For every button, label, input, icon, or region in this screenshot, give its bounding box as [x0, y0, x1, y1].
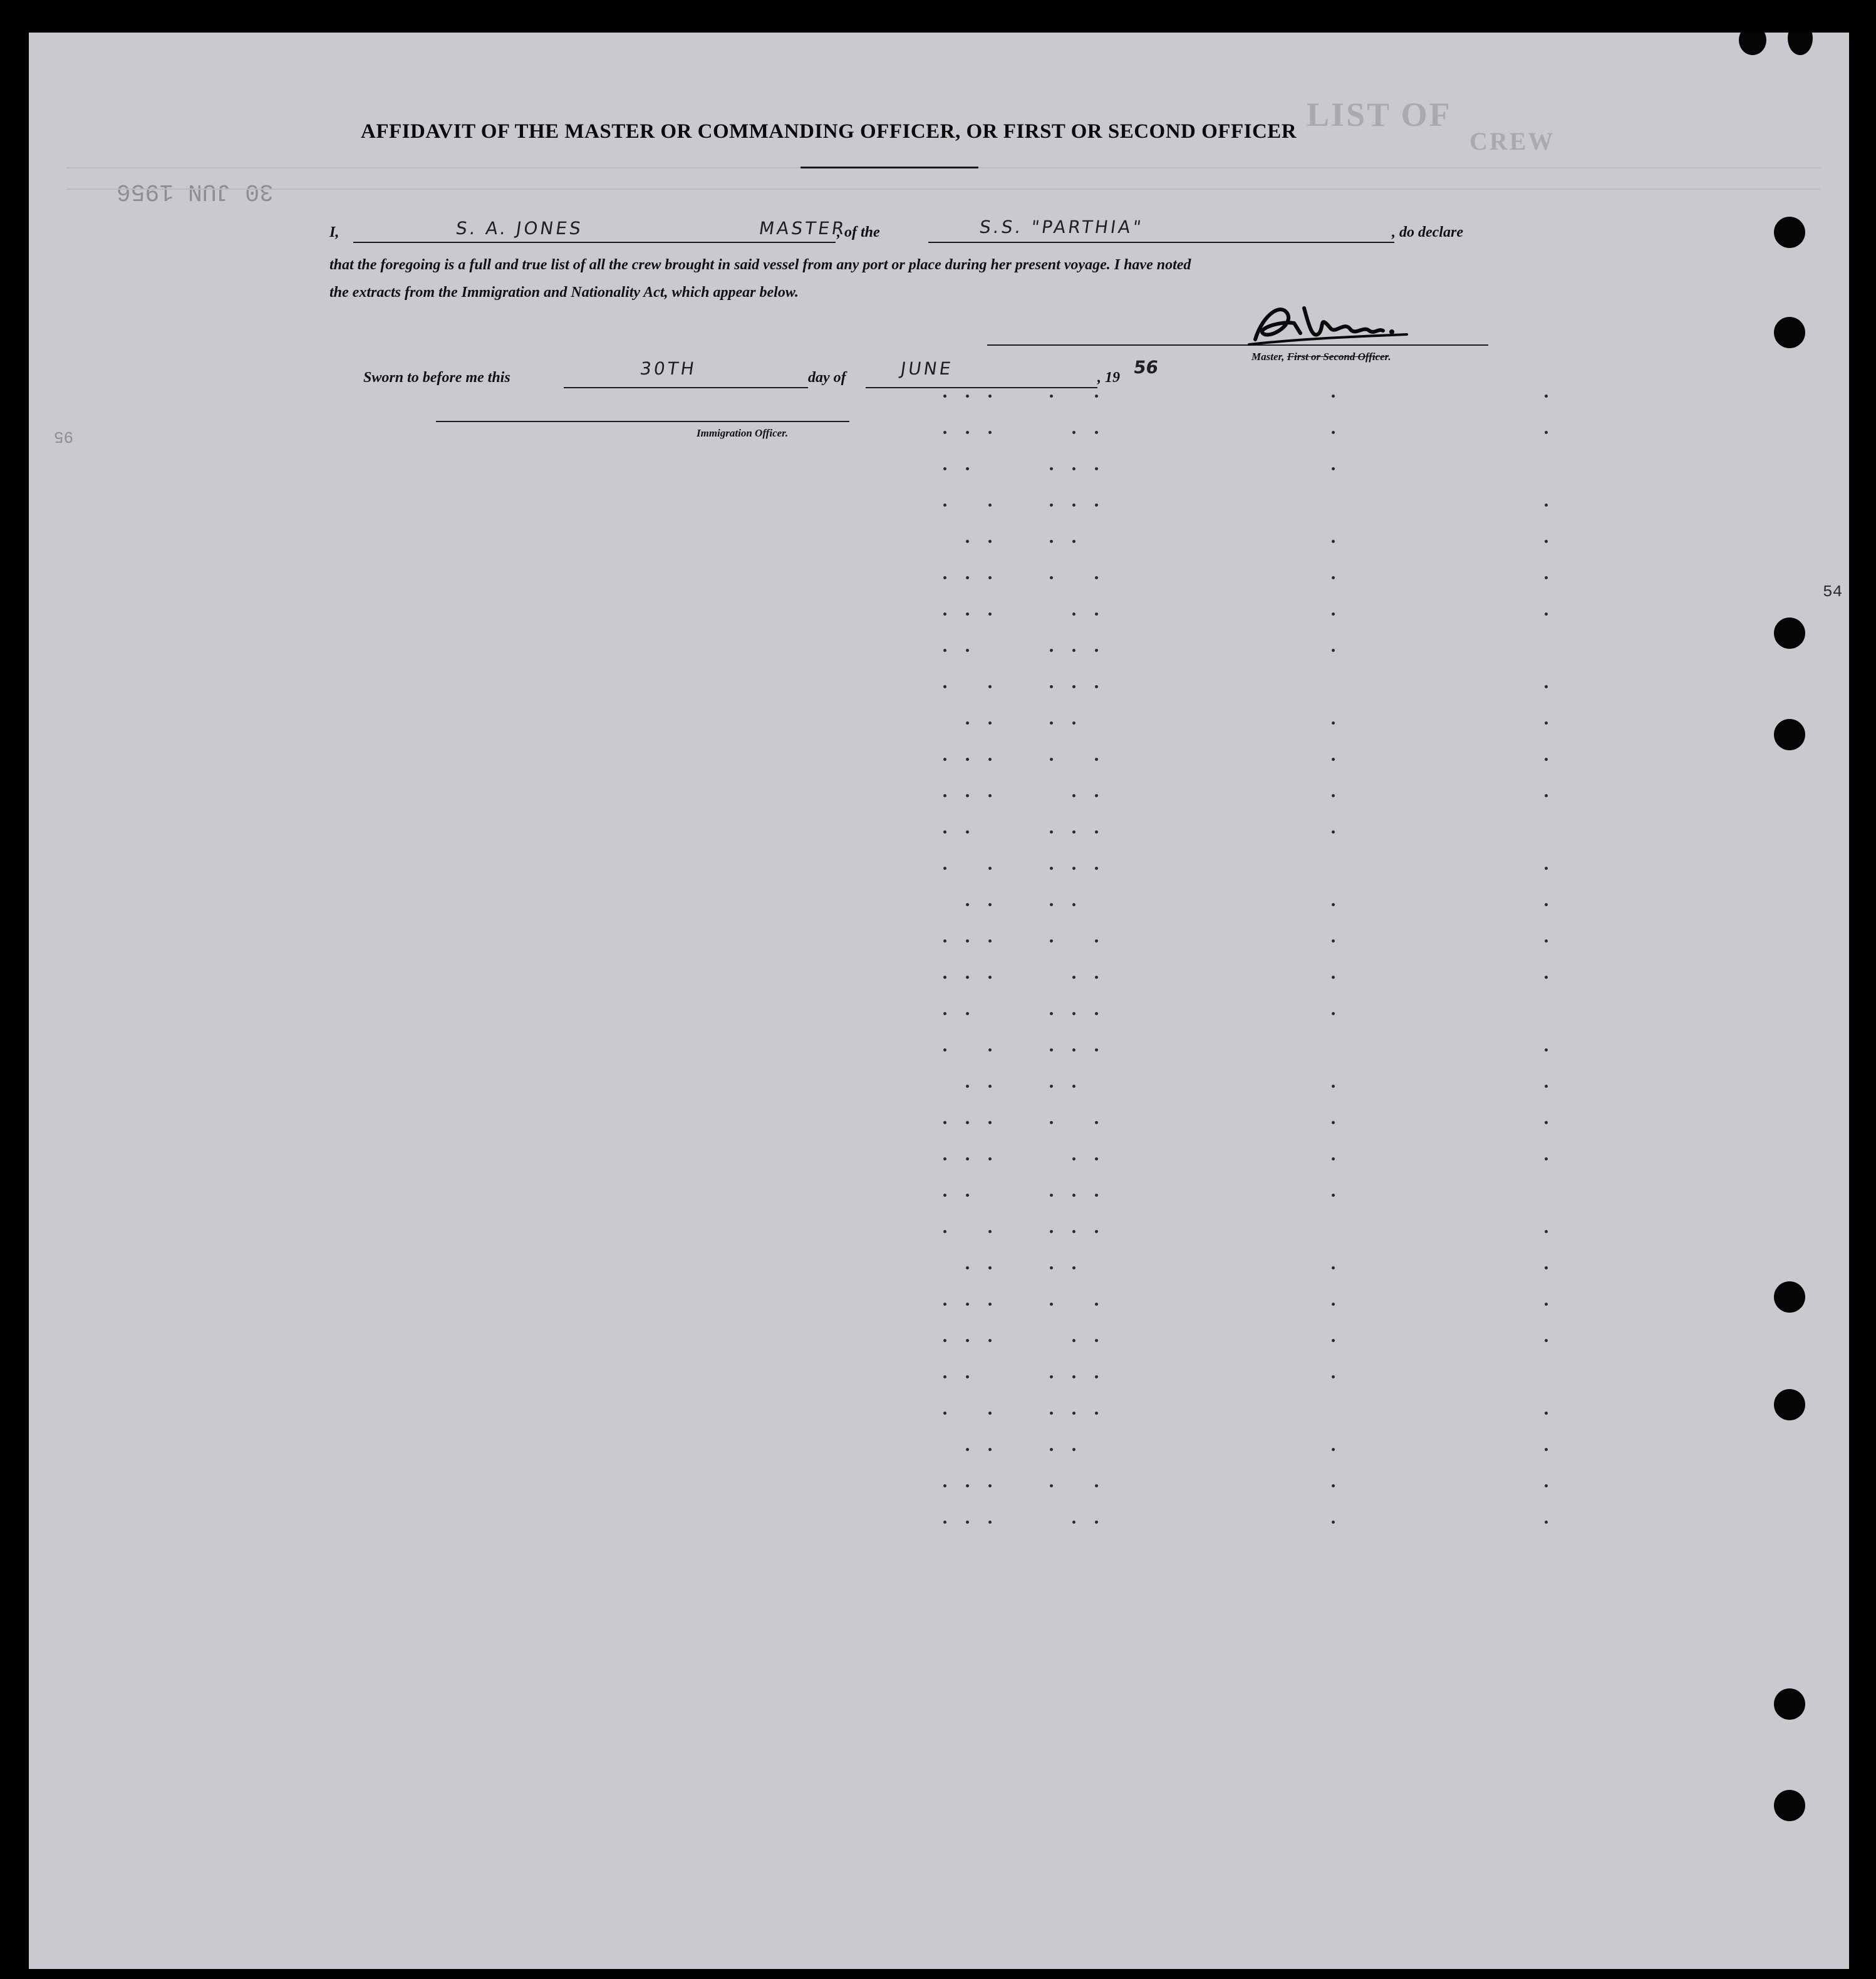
bleed-through-row — [29, 649, 1849, 661]
bleed-through-dot — [966, 1521, 969, 1524]
bleed-through-dot — [966, 1266, 969, 1269]
bleed-through-dot — [1095, 1303, 1098, 1306]
bleed-through-dot — [988, 1121, 992, 1124]
bleed-through-dot — [1072, 1194, 1075, 1197]
bleed-through-dot — [1050, 649, 1053, 652]
sworn-day-fill-line — [564, 387, 808, 388]
bleed-through-dot — [1332, 903, 1335, 906]
bleed-through-dot — [1072, 1412, 1075, 1415]
bleed-through-date-stamp: 30 JUN 1956 — [117, 178, 274, 205]
bleed-through-dot — [1332, 1157, 1335, 1160]
year-prefix: , 19 — [1097, 369, 1120, 386]
bleed-through-dot — [943, 612, 946, 616]
document-page — [29, 33, 1849, 1969]
bleed-through-dot — [1545, 1521, 1548, 1524]
bleed-through-dot — [1332, 1484, 1335, 1487]
bleed-through-row — [29, 504, 1849, 516]
bleed-through-dot — [966, 576, 969, 579]
bleed-through-row — [29, 1303, 1849, 1315]
bleed-through-dot — [966, 939, 969, 943]
bleed-through-dot — [1332, 721, 1335, 725]
bleed-through-dot — [966, 1121, 969, 1124]
bleed-through-dot — [966, 612, 969, 616]
bleed-through-dot — [943, 939, 946, 943]
bleed-through-dot — [943, 1412, 946, 1415]
vessel-name: S.S. "PARTHIA" — [978, 217, 1145, 237]
bleed-through-dot — [943, 976, 946, 979]
bleed-through-dot — [1332, 1085, 1335, 1088]
bleed-through-dot — [1072, 504, 1075, 507]
punch-hole-icon — [1774, 1389, 1805, 1420]
bleed-through-dot — [943, 867, 946, 870]
bleed-through-dot — [943, 1484, 946, 1487]
bleed-through-dot — [1545, 576, 1548, 579]
bleed-through-dot — [1050, 758, 1053, 761]
bleed-through-dot — [988, 685, 992, 688]
bleed-through-dot — [1050, 721, 1053, 725]
bleed-through-dot — [988, 1339, 992, 1342]
bleed-through-dot — [1072, 540, 1075, 543]
sworn-prefix: Sworn to before me this — [363, 369, 510, 386]
bleed-through-dot — [1050, 867, 1053, 870]
punch-hole-icon — [1774, 1281, 1805, 1313]
bleed-through-dot — [1095, 939, 1098, 943]
bleed-through-dot — [988, 1448, 992, 1451]
bleed-through-dot — [1332, 1448, 1335, 1451]
bleed-through-dot — [1095, 758, 1098, 761]
bleed-through-dot — [1095, 1521, 1098, 1524]
bleed-through-dot — [943, 1194, 946, 1197]
bleed-through-dot — [1072, 794, 1075, 797]
bleed-through-dot — [988, 939, 992, 943]
bleed-through-dot — [1095, 576, 1098, 579]
bleed-through-dot — [1545, 1157, 1548, 1160]
officer-signature-line — [436, 421, 849, 422]
bleed-through-row — [29, 903, 1849, 916]
bleed-through-dot — [1072, 1266, 1075, 1269]
bleed-through-dot — [943, 1121, 946, 1124]
bleed-through-dot — [1545, 1121, 1548, 1124]
declarant-name: S. A. JONES — [454, 218, 585, 239]
bleed-through-dot — [1072, 1448, 1075, 1451]
bleed-through-dot — [1095, 612, 1098, 616]
bleed-through-dot — [1072, 1375, 1075, 1378]
sworn-month-fill-line — [866, 387, 1097, 388]
bleed-through-dot — [1095, 1048, 1098, 1052]
bleed-through-dot — [1095, 830, 1098, 834]
bleed-through-dot — [943, 1157, 946, 1160]
bleed-through-dot — [943, 1339, 946, 1342]
bleed-through-dot — [943, 685, 946, 688]
declaration-line-2: that the foregoing is a full and true list of all the crew brought in said vessel from any port or place during her present voyage. I have noted — [329, 257, 1191, 273]
bleed-through-row — [29, 1339, 1849, 1351]
bleed-through-dot — [1072, 649, 1075, 652]
bleed-through-dot — [966, 794, 969, 797]
bleed-through-dot — [1545, 1266, 1548, 1269]
bleed-through-row — [29, 540, 1849, 552]
signature-caption: Master, First or Second Officer. — [1252, 351, 1391, 363]
bleed-through-dot — [1095, 1230, 1098, 1233]
bleed-through-row — [29, 685, 1849, 698]
bleed-through-dot — [943, 758, 946, 761]
bleed-through-dot — [966, 976, 969, 979]
bleed-through-dot — [1545, 504, 1548, 507]
bleed-through-row — [29, 1266, 1849, 1279]
bleed-through-row — [29, 794, 1849, 807]
bleed-through-dot — [988, 1085, 992, 1088]
do-declare-label: , do declare — [1392, 224, 1463, 240]
affidavit-section — [29, 33, 1849, 471]
bleed-through-row — [29, 576, 1849, 589]
bleed-through-dot — [966, 1339, 969, 1342]
bleed-through-dot — [1332, 1375, 1335, 1378]
bleed-through-dot — [966, 540, 969, 543]
bleed-through-dot — [1050, 939, 1053, 943]
bleed-through-dot — [1545, 721, 1548, 725]
bleed-through-dot — [1072, 721, 1075, 725]
bleed-through-dot — [1050, 540, 1053, 543]
bleed-through-row — [29, 830, 1849, 843]
bleed-through-dot — [1072, 867, 1075, 870]
bleed-through-dot — [1545, 1230, 1548, 1233]
bleed-through-row — [29, 1012, 1849, 1025]
bleed-through-dot — [988, 1412, 992, 1415]
bleed-through-dot — [1050, 1085, 1053, 1088]
bleed-through-dot — [966, 830, 969, 834]
bleed-through-margin-number-2: 95 — [54, 427, 74, 446]
punch-hole-icon — [1774, 1688, 1805, 1720]
bleed-through-row — [29, 939, 1849, 952]
bleed-through-row — [29, 1048, 1849, 1061]
bleed-through-dot — [943, 1230, 946, 1233]
bleed-through-dot — [1050, 1412, 1053, 1415]
bleed-through-dot — [1545, 1085, 1548, 1088]
bleed-through-dot — [1095, 1412, 1098, 1415]
bleed-through-dot — [966, 1303, 969, 1306]
of-the-label: , of the — [837, 224, 880, 240]
bleed-through-dot — [1050, 1484, 1053, 1487]
bleed-through-dot — [1072, 830, 1075, 834]
bleed-through-dot — [966, 1375, 969, 1378]
bleed-through-dot — [1095, 1339, 1098, 1342]
bleed-through-dot — [1072, 1339, 1075, 1342]
bleed-through-dot — [1050, 1194, 1053, 1197]
bleed-through-dot — [988, 1484, 992, 1487]
bleed-through-dot — [943, 830, 946, 834]
bleed-through-row — [29, 612, 1849, 625]
bleed-through-row — [29, 1085, 1849, 1097]
bleed-through-dot — [1095, 1012, 1098, 1015]
bleed-through-row — [29, 721, 1849, 734]
bleed-through-dot — [943, 1012, 946, 1015]
declaration-line-3: the extracts from the Immigration and Nationality Act, which appear below. — [329, 284, 799, 301]
bleed-through-dot — [1545, 1484, 1548, 1487]
bleed-through-dot — [1072, 976, 1075, 979]
bleed-through-dot — [1545, 1412, 1548, 1415]
declaration-prefix: I, — [329, 224, 339, 240]
bleed-through-dot — [1545, 1303, 1548, 1306]
bleed-through-dot — [966, 1157, 969, 1160]
bleed-through-row — [29, 976, 1849, 988]
bleed-through-dot — [966, 758, 969, 761]
bleed-through-dot — [988, 758, 992, 761]
bleed-through-dot — [1332, 1339, 1335, 1342]
bleed-through-dot — [966, 903, 969, 906]
bleed-through-dot — [1545, 1448, 1548, 1451]
bleed-through-dot — [988, 867, 992, 870]
bleed-through-dot — [1050, 830, 1053, 834]
bleed-through-dot — [1050, 1266, 1053, 1269]
bleed-through-dot — [1050, 903, 1053, 906]
bleed-through-dot — [988, 1230, 992, 1233]
bleed-through-row — [29, 1230, 1849, 1243]
bleed-through-dot — [1545, 1339, 1548, 1342]
bleed-through-dot — [1050, 1121, 1053, 1124]
bleed-through-dot — [943, 504, 946, 507]
bleed-through-dot — [966, 1484, 969, 1487]
bleed-through-dot — [943, 576, 946, 579]
bleed-through-dot — [943, 1303, 946, 1306]
bleed-through-dot — [1072, 1230, 1075, 1233]
bleed-through-dot — [988, 504, 992, 507]
bleed-through-dot — [1050, 1230, 1053, 1233]
bleed-through-dot — [966, 1448, 969, 1451]
bleed-through-dot — [1095, 504, 1098, 507]
bleed-through-dot — [943, 794, 946, 797]
bleed-through-dot — [1332, 1121, 1335, 1124]
bleed-through-dot — [1545, 867, 1548, 870]
bleed-through-dot — [943, 1375, 946, 1378]
bleed-through-row — [29, 758, 1849, 770]
bleed-through-dot — [1050, 576, 1053, 579]
bleed-through-dot — [988, 976, 992, 979]
bleed-through-dot — [988, 794, 992, 797]
bleed-through-dot — [1050, 1448, 1053, 1451]
bleed-through-dot — [988, 540, 992, 543]
bleed-through-dot — [1095, 1121, 1098, 1124]
bleed-through-dot — [943, 1521, 946, 1524]
bleed-through-dot — [1095, 649, 1098, 652]
bleed-through-dot — [1332, 830, 1335, 834]
bleed-through-dot — [1332, 758, 1335, 761]
bleed-through-dot — [988, 721, 992, 725]
bleed-through-dot — [1332, 1303, 1335, 1306]
bleed-through-dot — [1332, 976, 1335, 979]
bleed-through-dot — [1545, 758, 1548, 761]
punch-hole-icon — [1774, 617, 1805, 649]
bleed-through-dot — [1332, 1521, 1335, 1524]
bleed-through-margin-number: 54 — [1823, 582, 1843, 601]
bleed-through-row — [29, 1484, 1849, 1497]
bleed-through-row — [29, 1157, 1849, 1170]
vessel-fill-line — [928, 242, 1394, 243]
bleed-through-dot — [1072, 685, 1075, 688]
bleed-through-dot — [988, 903, 992, 906]
bleed-through-dot — [1050, 1012, 1053, 1015]
bleed-through-dot — [1072, 1048, 1075, 1052]
bleed-through-dot — [1095, 867, 1098, 870]
bleed-through-dot — [988, 1048, 992, 1052]
bleed-through-dot — [988, 1303, 992, 1306]
bleed-through-dot — [988, 612, 992, 616]
bleed-through-heading-2: CREW — [1469, 127, 1555, 155]
bleed-through-dot — [1095, 685, 1098, 688]
bleed-through-dot — [1050, 504, 1053, 507]
bleed-through-dot — [1332, 1194, 1335, 1197]
bleed-through-dot — [988, 1521, 992, 1524]
bleed-through-dot — [1332, 794, 1335, 797]
affidavit-title: AFFIDAVIT OF THE MASTER OR COMMANDING OFFICER, OR FIRST OR SECOND OFFICER — [361, 120, 1297, 143]
bleed-through-dot — [1095, 1375, 1098, 1378]
bleed-through-dot — [966, 721, 969, 725]
bleed-through-dot — [1332, 939, 1335, 943]
bleed-through-dot — [1050, 1303, 1053, 1306]
bleed-through-dot — [1332, 649, 1335, 652]
bleed-through-row — [29, 1412, 1849, 1424]
bleed-through-dot — [1545, 685, 1548, 688]
bleed-through-dot — [1072, 612, 1075, 616]
punch-hole-icon — [1774, 719, 1805, 750]
bleed-through-row — [29, 1194, 1849, 1206]
bleed-through-dot — [1072, 1157, 1075, 1160]
bleed-through-dot — [1545, 939, 1548, 943]
bleed-through-dot — [988, 1266, 992, 1269]
bleed-through-dot — [1545, 1048, 1548, 1052]
bleed-through-dot — [1545, 612, 1548, 616]
sworn-day: 30TH — [638, 358, 698, 379]
bleed-through-dot — [1332, 612, 1335, 616]
bleed-through-dot — [966, 1194, 969, 1197]
bleed-through-dot — [1545, 794, 1548, 797]
bleed-through-dot — [1095, 1194, 1098, 1197]
declarant-fill-line — [353, 242, 836, 243]
bleed-through-heading: LIST OF — [1307, 96, 1452, 133]
bleed-through-dot — [1095, 1157, 1098, 1160]
bleed-through-dot — [988, 1157, 992, 1160]
bleed-through-row — [29, 1521, 1849, 1533]
bleed-through-dot — [1332, 540, 1335, 543]
bleed-through-dot — [1072, 1521, 1075, 1524]
bleed-through-dot — [1332, 1266, 1335, 1269]
bleed-through-dot — [1332, 1012, 1335, 1015]
bleed-through-row — [29, 1448, 1849, 1460]
bleed-through-dot — [1095, 976, 1098, 979]
bleed-through-dot — [1545, 540, 1548, 543]
bleed-through-dot — [1072, 903, 1075, 906]
officer-caption: Immigration Officer. — [697, 427, 789, 439]
sworn-month: JUNE — [899, 358, 955, 379]
bleed-through-dot — [966, 649, 969, 652]
bleed-through-dot — [988, 576, 992, 579]
declarant-rank: MASTER — [757, 218, 848, 239]
bleed-through-dot — [1050, 1375, 1053, 1378]
signature-mark — [1244, 296, 1432, 352]
bleed-through-dot — [943, 649, 946, 652]
punch-hole-icon — [1774, 1790, 1805, 1821]
bleed-through-row — [29, 1121, 1849, 1134]
sworn-year: 56 — [1132, 357, 1160, 378]
bleed-through-dot — [966, 1085, 969, 1088]
bleed-through-dot — [966, 1012, 969, 1015]
bleed-through-dot — [1072, 1085, 1075, 1088]
title-divider — [801, 167, 978, 168]
bleed-through-dot — [1050, 685, 1053, 688]
bleed-through-dot — [1095, 1484, 1098, 1487]
bleed-through-row — [29, 867, 1849, 879]
bleed-through-dot — [1545, 976, 1548, 979]
bleed-through-dot — [1072, 1012, 1075, 1015]
bleed-through-dot — [1050, 1048, 1053, 1052]
bleed-through-dot — [1095, 794, 1098, 797]
bleed-through-dot — [943, 1048, 946, 1052]
day-of-label: day of — [808, 369, 846, 386]
bleed-through-dot — [1545, 903, 1548, 906]
bleed-through-dot — [1332, 576, 1335, 579]
bleed-through-row — [29, 1375, 1849, 1388]
